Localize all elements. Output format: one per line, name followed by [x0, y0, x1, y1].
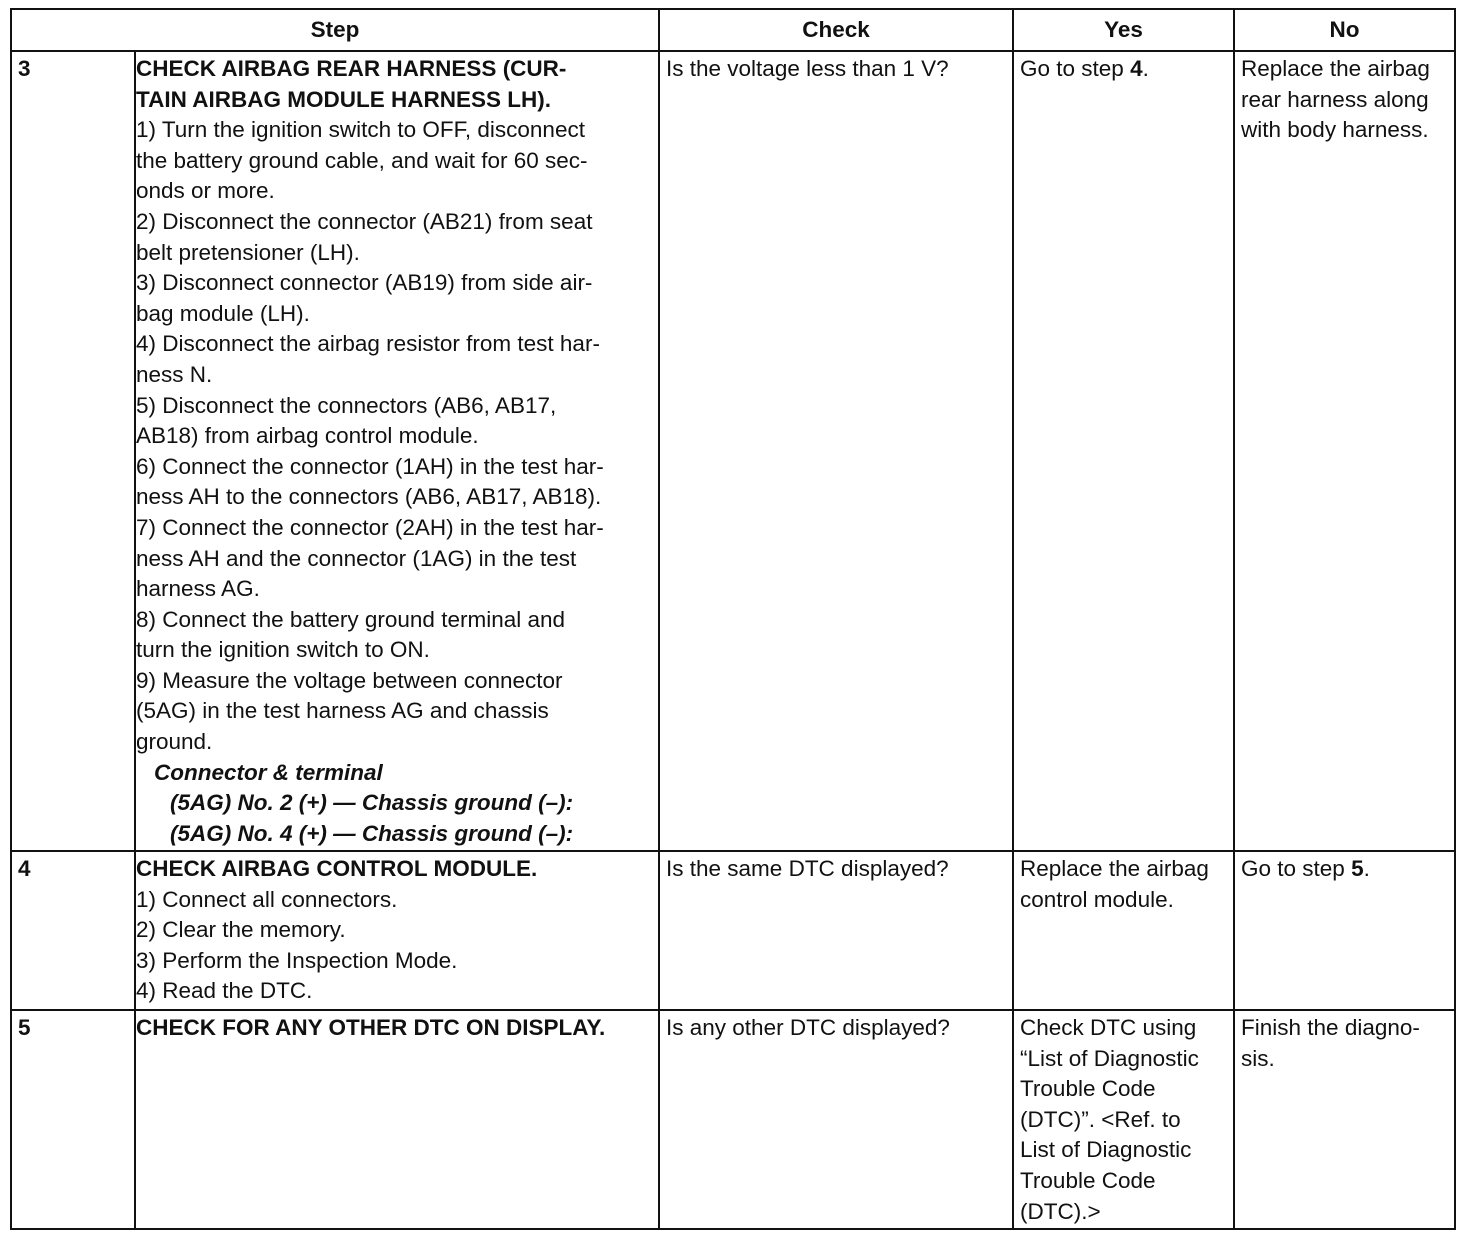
step-text-line: 9) Measure the voltage between connector — [136, 667, 563, 693]
step-title-line: CHECK AIRBAG CONTROL MODULE. — [136, 856, 538, 881]
header-row — [11, 9, 1455, 51]
check-text: Is the same DTC displayed? — [666, 856, 949, 881]
spec-value: (5AG) No. 4 (+) — Chassis ground (–): — [170, 820, 574, 846]
no-cell — [1234, 1010, 1455, 1229]
diagnostic-table — [10, 8, 1456, 1230]
step-text-line: ness AH to the connectors (AB6, AB17, AB18). — [136, 484, 602, 510]
yes-text-line: Check DTC using — [1020, 1015, 1197, 1040]
step-text-line: 4) Disconnect the airbag resistor from test har- — [136, 331, 600, 357]
no-text-line: with body harness. — [1241, 117, 1429, 143]
header-yes: Yes — [1013, 9, 1234, 51]
yes-text-line: Trouble Code — [1020, 1167, 1156, 1193]
header-no: No — [1234, 9, 1455, 51]
step-text-line: 5) Disconnect the connectors (AB6, AB17, — [136, 392, 557, 418]
no-text-line: Finish the diagno- — [1241, 1015, 1420, 1040]
step-text-line: 1) Connect all connectors. — [136, 886, 398, 912]
yes-text-line: “List of Diagnostic — [1020, 1045, 1199, 1071]
step-title-line: CHECK FOR ANY OTHER DTC ON DISPLAY. — [136, 1015, 606, 1040]
step-text-line: bag module (LH). — [136, 300, 310, 326]
no-text-line: rear harness along — [1241, 86, 1429, 112]
step-text-line: onds or more. — [136, 178, 275, 204]
check-text: Is the voltage less than 1 V? — [666, 56, 949, 81]
step-text-line: 8) Connect the battery ground terminal and — [136, 606, 566, 632]
yes-text: Go to step — [1020, 56, 1131, 81]
no-text-line: Replace the airbag — [1241, 56, 1430, 81]
no-cell — [1234, 51, 1455, 851]
table-row — [11, 1010, 1455, 1229]
step-text-line: (5AG) in the test harness AG and chassis — [136, 698, 549, 724]
step-text-line: 1) Turn the ignition switch to OFF, disconnect — [136, 117, 585, 143]
header-step: Step — [11, 9, 659, 51]
step-ref: 4 — [1130, 56, 1143, 81]
step-text-line: ness N. — [136, 361, 213, 387]
no-text-suffix: . — [1363, 856, 1370, 881]
table-row — [11, 51, 1455, 851]
yes-text-line: (DTC).> — [1020, 1198, 1101, 1224]
step-number: 4 — [11, 851, 135, 1010]
check-text: Is any other DTC displayed? — [666, 1015, 950, 1040]
step-text-line: belt pretensioner (LH). — [136, 239, 360, 265]
table-row — [11, 851, 1455, 1010]
yes-text-line: List of Diagnostic — [1020, 1137, 1192, 1163]
check-cell — [659, 51, 1013, 851]
step-ref: 5 — [1351, 856, 1364, 881]
yes-cell — [1013, 1010, 1234, 1229]
yes-text-line: control module. — [1020, 886, 1174, 912]
step-text-line: 2) Disconnect the connector (AB21) from seat — [136, 208, 593, 234]
step-text-line: AB18) from airbag control module. — [136, 423, 479, 449]
check-cell — [659, 851, 1013, 1010]
no-cell — [1234, 851, 1455, 1010]
check-cell — [659, 1010, 1013, 1229]
no-text-line: sis. — [1241, 1045, 1275, 1071]
step-text-line: the battery ground cable, and wait for 60 sec- — [136, 147, 588, 173]
step-text-line: ground. — [136, 729, 213, 755]
step-text-line: 4) Read the DTC. — [136, 978, 313, 1004]
step-number: 3 — [11, 51, 135, 851]
step-description — [135, 851, 659, 1010]
header-check: Check — [659, 9, 1013, 51]
step-text-line: 3) Perform the Inspection Mode. — [136, 947, 458, 973]
yes-text-line: Replace the airbag — [1020, 856, 1209, 881]
yes-text-line: (DTC)”. <Ref. to — [1020, 1106, 1181, 1132]
step-description — [135, 1010, 659, 1229]
step-text-line: 2) Clear the memory. — [136, 917, 346, 943]
step-text-line: turn the ignition switch to ON. — [136, 637, 430, 663]
step-text-line: 7) Connect the connector (2AH) in the test har- — [136, 514, 604, 540]
yes-cell — [1013, 51, 1234, 851]
yes-text-suffix: . — [1142, 56, 1149, 81]
step-title-line: CHECK AIRBAG REAR HARNESS (CUR- — [136, 56, 567, 81]
step-text-line: 6) Connect the connector (1AH) in the test har- — [136, 453, 604, 479]
spec-value: (5AG) No. 2 (+) — Chassis ground (–): — [170, 790, 574, 816]
step-title-line: TAIN AIRBAG MODULE HARNESS LH). — [136, 86, 551, 112]
step-description — [135, 51, 659, 851]
step-number: 5 — [11, 1010, 135, 1229]
step-text-line: 3) Disconnect connector (AB19) from side air- — [136, 270, 593, 296]
step-text-line: harness AG. — [136, 576, 260, 602]
spec-heading: Connector & terminal — [154, 759, 383, 785]
step-text-line: ness AH and the connector (1AG) in the test — [136, 545, 577, 571]
no-text: Go to step — [1241, 856, 1352, 881]
yes-cell — [1013, 851, 1234, 1010]
yes-text-line: Trouble Code — [1020, 1076, 1156, 1102]
